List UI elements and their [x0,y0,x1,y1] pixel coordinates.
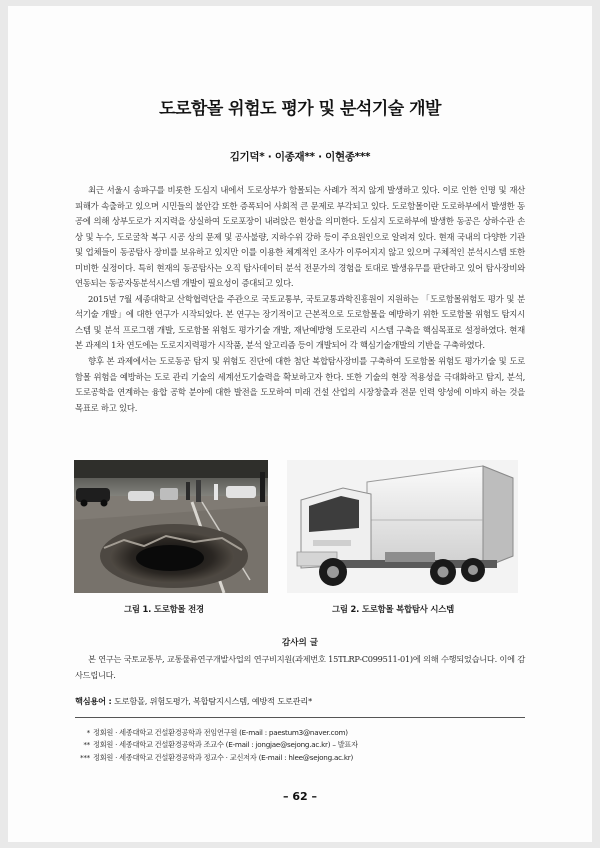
figure-2-survey-truck [287,460,518,593]
footnotes [75,727,525,764]
footnote-mark: * [86,728,90,737]
footnote-1 [75,727,525,739]
footnote-text: 정회원 · 세종대학교 건설환경공학과 조교수 (E-mail : jongjae@sejong.ac.kr) – 발표자 [93,740,358,750]
footnote-text: 정회원 · 세종대학교 건설환경공학과 정교수 · 교신저자 (E-mail : hlee@sejong.ac.kr) [93,752,354,762]
abstract-body [75,183,525,416]
paper-title: 도로함몰 위험도 평가 및 분석기술 개발 [159,99,441,119]
figure-1-caption: 그림 1. 도로함몰 전경 [124,604,204,614]
figure-1-sinkhole-photo [74,460,268,593]
figure-2-caption: 그림 2. 도로함몰 복합탐사 시스템 [332,604,455,614]
keywords-text: 도로함몰, 위험도평가, 복합탐지시스템, 예방적 도로관리* [113,696,312,706]
paragraph-2: 2015년 7월 세종대학교 산학협력단을 주관으로 국토교통부, 국토교통과학진흥원이 지원하는 「도로함몰위험도 평가 및 분석기술 개발」에 대한 연구가 시작되었다. 본 연구는 장기적이고 근본적으로 도로함몰을 예방하기 위한 도로함몰 위험도 탐지시스템 및 분석 프로그램 개발, 도로함몰 위험도 평가기술 개발, 재난예방형 도로관리 시스템 구축을 핵심목표로 설정하였다. 현재 본 과제의 1차 연도에는 도로지지력평가 시작품, 분석 알고리즘 등이 개발되어 각 핵심기술개발의 기반을 구축하였다. [75,293,525,351]
sinkhole-illustration [74,460,268,593]
keywords-label: 핵심용어 : [75,696,112,706]
paragraph-1: 최근 서울시 송파구를 비롯한 도심지 내에서 도로상부가 함몰되는 사례가 적지 않게 발생하고 있다. 이로 인한 인명 및 재산 피해가 속출하고 있으며 시민들의 불안감 또한 증폭되어 사회적 큰 문제로 부각되고 있다. 도로함몰이란 도로하부에서 발생한 동공에 의해 상부도로가 지지력을 상실하여 도로포장이 내려앉은 현상을 의미한다. 도심지 도로하부에 발생한 동공은 상하수관 손상 및 누수, 도로굴착 복구 시공 상의 문제 및 공사불량, 지하수위 강하 등이 주요원인으로 알려져 있다. 현재 국내의 다양한 기관 및 업체들이 동공탐사 장비를 보유하고 있지만 이를 이용한 체계적인 조사가 이루어지지 않고 있으며 구체적인 분석시스템 또한 미비한 실정이다. 특히 현재의 동공탐사는 오직 탐사데이터 분석 전문가의 경험을 토대로 발생유무를 판단하고 있어 탐사장비와 연동되는 동공자동분석시스템 개발이 필요성이 증대되고 있다. [75,185,525,289]
footnote-divider [75,717,525,718]
paragraph-3: 향후 본 과제에서는 도로동공 탐지 및 위험도 진단에 대한 첨단 복합탐사장비를 구축하여 도로함몰 위험도 평가기술 및 도로함몰 위험을 예방하는 도로 관리 기술의 세계선도기술력을 확보하고자 한다. 또한 기술의 현장 적용성을 극대화하고 탐지, 분석, 도로공학을 연계하는 융합 공학 분야에 대한 발전을 도모하여 미래 건설 산업의 시장창출과 전문 인력 양성에 이바지 하는 것을 목표로 하고 있다. [75,356,525,413]
footnote-mark: ** [83,740,90,750]
footnote-text: 정회원 · 세종대학교 건설환경공학과 전임연구원 (E-mail : paestum3@naver.com) [93,728,348,737]
footnote-2 [75,739,525,751]
footnote-3 [75,752,525,764]
keywords [75,696,525,707]
acknowledgement-text: 본 연구는 국토교통부, 교통물류연구개발사업의 연구비지원(과제번호 15TLRP-C099511-01)에 의해 수행되었습니다. 이에 감사드립니다. [75,654,525,680]
page-number: – 62 – [283,790,317,803]
acknowledgement-title: 감사의 글 [281,638,319,648]
survey-truck-illustration [287,460,518,593]
author-list: 김기덕* · 이종재** · 이현종*** [229,151,371,163]
footnote-mark: *** [79,752,90,762]
